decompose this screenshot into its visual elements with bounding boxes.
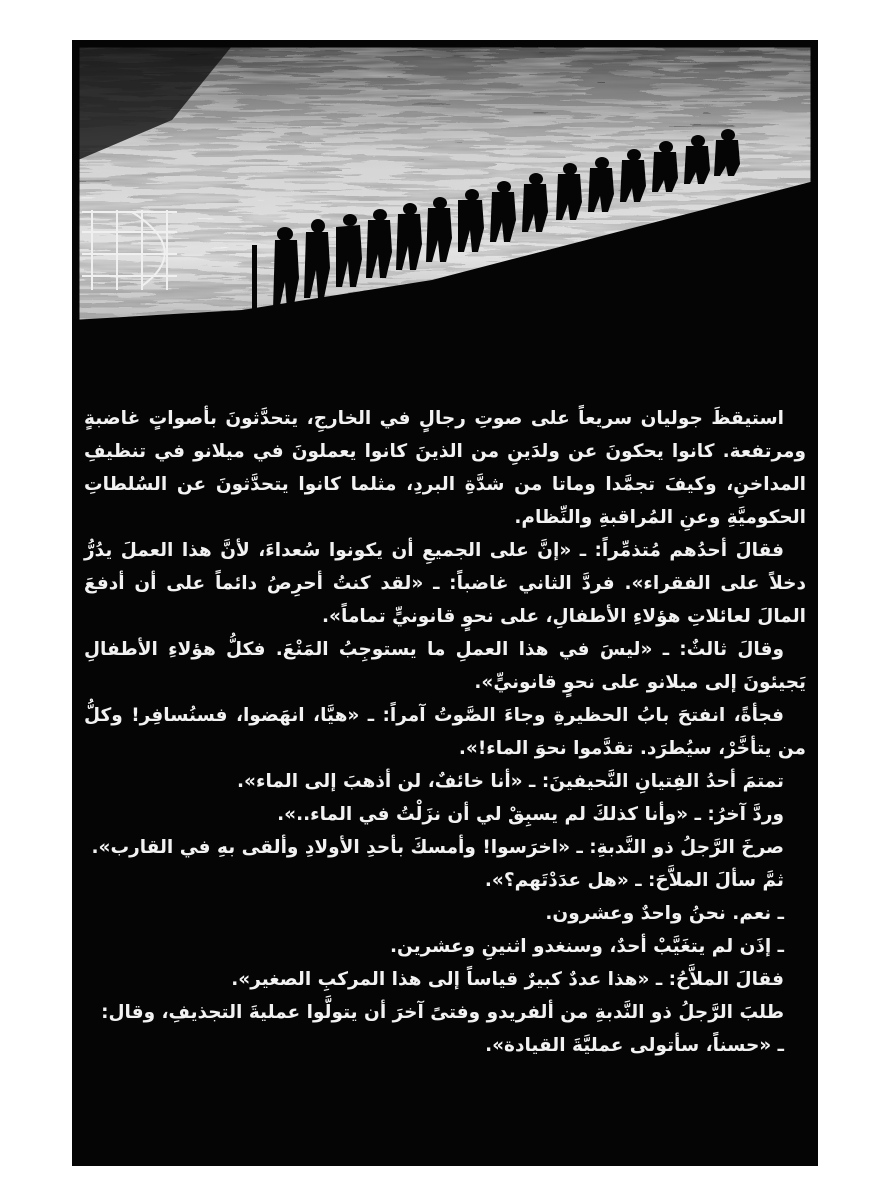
paragraph: استيقظَ جوليان سريعاً على صوتِ رجالٍ في الخارجِ، يتحدَّثونَ بأصواتٍ غاضبةٍ ومرتفعة. كانوا يحكونَ عن ولدَينِ من الذينَ كانوا يعملونَ في ميلانو في تنظيفِ المداخنِ، وكيفَ تجمَّدا وماتا من شدَّةِ البردِ، مثلما كانوا يتحدَّثونَ عن السُلطاتِ الحكوميَّةِ وعنِ المُراقبةِ والنِّظام.	[84, 408, 806, 528]
paragraph: ـ «حسناً، سأتولى عمليَّةَ القيادة».	[485, 1035, 784, 1056]
paragraph: فجأةً، انفتحَ بابُ الحظيرةِ وجاءَ الصَّوتُ آمراً: ـ «هيَّا، انهَضوا، فسنُسافِر! وكلُّ من يتأخَّرْ، سيُطرَد. تقدَّموا نحوَ الماء!».	[84, 705, 806, 759]
paragraph: طلبَ الرَّجلُ ذو النَّدبةِ من ألفريدو وفتىً آخرَ أن يتولَّوا عمليةَ التجذيفِ، وقال:	[101, 1002, 784, 1023]
pole	[252, 245, 257, 325]
paragraph: فقالَ أحدُهم مُتذمِّراً: ـ «إنَّ على الجميعِ أن يكونوا سُعداءَ، لأنَّ هذا العملَ يدُرُّ دخلاً على الفقراء». فردَّ الثاني غاضباً: ـ «لقد كنتُ أحرِصُ دائماً على أن أدفعَ المالَ لعائلاتِ هؤلاءِ الأطفالِ، على نحوٍ قانونيٍّ تماماً».	[84, 540, 806, 627]
paragraph: تمتمَ أحدُ الفِتيانِ النَّحيفينَ: ـ «أنا خائفٌ، لن أذهبَ إلى الماء».	[237, 771, 784, 792]
story-text	[84, 402, 806, 1062]
paragraph: ـ نعم. نحنُ واحدٌ وعشرون.	[545, 903, 784, 924]
paragraph: ـ إذَن لم يتغَيَّبْ أحدٌ، وسنغدو اثنينِ وعشرين.	[390, 936, 784, 957]
paragraph: وقالَ ثالثٌ: ـ «ليسَ في هذا العملِ ما يستوجِبُ المَنْعَ. فكلُّ هؤلاءِ الأطفالِ يَجيئونَ إلى ميلانو على نحوٍ قانونيٍّ».	[84, 639, 806, 693]
paragraph: ثمَّ سألَ الملاَّحَ: ـ «هل عدَدْتَهم؟».	[484, 870, 784, 891]
paragraph: صرخَ الرَّجلُ ذو النَّدبةِ: ـ «اخرَسوا! وأمسكَ بأحدِ الأولادِ وألقى بهِ في القارب».	[91, 837, 784, 858]
illustration-svg	[72, 40, 818, 400]
paragraph: وردَّ آخرُ: ـ «وأنا كذلكَ لم يسبِقْ لي أن نزَلْتُ في الماء..».	[277, 804, 784, 825]
page-panel	[72, 40, 818, 1166]
paragraph: فقالَ الملاَّحُ: ـ «هذا عددٌ كبيرٌ قياساً إلى هذا المركبِ الصغير».	[231, 969, 784, 990]
silhouettes-climbing-slope-illustration	[72, 40, 818, 400]
